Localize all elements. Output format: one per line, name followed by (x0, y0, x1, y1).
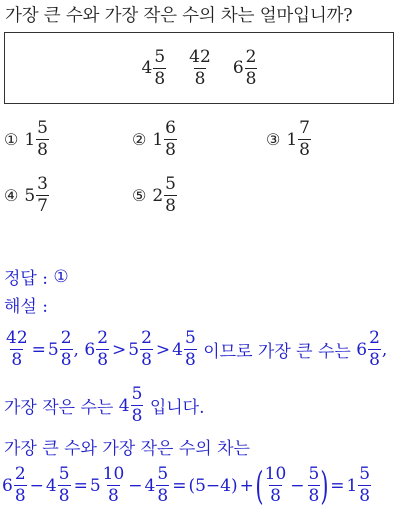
option-1[interactable]: ① 1 $\frac{5}{8}$ (4, 118, 48, 160)
question-text: 가장 큰 수와 가장 작은 수의 차는 얼마입니까? (5, 6, 353, 26)
given-number-1: 4 $\frac{5}{8}$ (141, 46, 166, 89)
option-3[interactable]: ③ 1 $\frac{7}{8}$ (266, 118, 310, 160)
answer-value: ① (53, 266, 69, 287)
given-numbers-row (0, 32, 400, 104)
option-5[interactable]: ⑤ 2 $\frac{5}{8}$ (132, 174, 176, 216)
explanation-label: 해설 : (4, 297, 48, 317)
option-4[interactable]: ④ 5 $\frac{3}{7}$ (4, 174, 48, 216)
explanation-line-3: 가장 큰 수와 가장 작은 수의 차는 (4, 439, 250, 459)
explanation-line-1: $\frac{42}{8}$ = 5 $\frac{2}{8}$ , 6 $\frac{2}{8}$ > 5 $\frac{2}{8}$ > 4 $\frac{5}{8}$ 이므로 가장 큰 수는 6 $\frac{2}{8}$ , (6, 328, 388, 370)
answer-line (4, 264, 69, 289)
option-2[interactable]: ② 1 $\frac{6}{8}$ (132, 118, 176, 160)
explanation-line-2: 가장 작은 수는 4 $\frac{5}{8}$ 입니다. (4, 384, 205, 426)
given-number-3: 6 $\frac{2}{8}$ (232, 46, 257, 89)
explanation-line-4: 6 $\frac{2}{8}$ − 4 $\frac{5}{8}$ = 5 $\frac{10}{8}$ − 4 $\frac{5}{8}$ = (5−4) + ( $\frac{10}{8}$ − $\frac{5}{8}$ ) = 1 $\frac{5}{8}$ (2, 463, 371, 508)
given-number-2: $\frac{42}{8}$ (189, 46, 211, 89)
answer-label: 정답 : (4, 269, 48, 289)
